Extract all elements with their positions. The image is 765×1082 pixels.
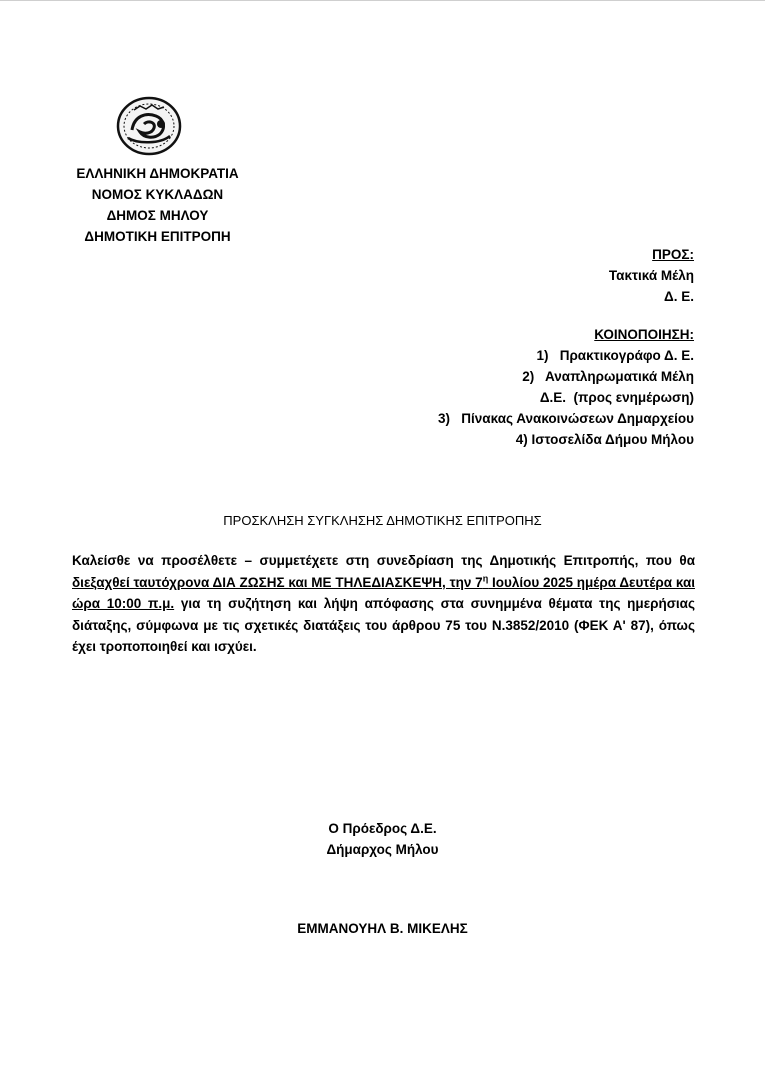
notification-item: 2) Αναπληρωματικά Μέλη — [522, 369, 694, 384]
signature-role: Ο Πρόεδρος Δ.Ε. — [328, 821, 437, 836]
notification-item: Δ.Ε. (προς ενημέρωση) — [539, 390, 694, 405]
body-meeting-mode: διεξαχθεί ταυτόχρονα ΔΙΑ ΖΩΣΗΣ και ΜΕ ΤΗΛΕΔΙΑΣΚΕΨΗ, την 7 — [72, 574, 483, 590]
header-line-country: ΕΛΛΗΝΙΚΗ ΔΗΜΟΚΡΑΤΙΑ — [76, 166, 239, 181]
signature-block — [0, 818, 765, 860]
notification-item: 1) Πρακτικογράφο Δ. Ε. — [536, 348, 694, 363]
header-line-prefecture: ΝΟΜΟΣ ΚΥΚΛΑΔΩΝ — [91, 187, 224, 202]
recipients-heading: ΠΡΟΣ: — [652, 247, 694, 262]
header-line-committee: ΔΗΜΟΤΙΚΗ ΕΠΙΤΡΟΠΗ — [84, 229, 231, 244]
body-meeting-date-time: Ιουλίου 2025 ημέρα Δευτέρα και ώρα 10:00 π.μ. — [72, 574, 695, 611]
body-text-purpose: για τη συζήτηση και λήψη απόφασης στα συνημμένα θέματα της ημερήσιας διάταξης, σύμφωνα με τις σχετικές διατάξεις του άρθρου 75 του Ν.3852/2010 (ΦΕΚ Α' 87), όπως έχει τροποποιηθεί και ισχύει. — [72, 596, 695, 654]
body-text-intro: Καλείσθε να προσέλθετε – συμμετέχετε στη συνεδρίαση της Δημοτικής Επιτροπής, που θα — [72, 553, 695, 568]
signatory-name: ΕΜΜΑΝΟΥΗΛ Β. ΜΙΚΕΛΗΣ — [297, 921, 468, 936]
notification-item: 4) Ιστοσελίδα Δήμου Μήλου — [515, 432, 694, 447]
recipients-block — [609, 244, 694, 307]
header-line-municipality: ΔΗΜΟΣ ΜΗΛΟΥ — [106, 208, 209, 223]
issuer-header — [55, 163, 260, 247]
invitation-body — [72, 550, 695, 658]
municipality-seal-icon — [114, 94, 184, 158]
document-title: ΠΡΟΣΚΛΗΣΗ ΣΥΓΚΛΗΣΗΣ ΔΗΜΟΤΙΚΗΣ ΕΠΙΤΡΟΠΗΣ — [223, 513, 542, 528]
page-top-border — [0, 0, 765, 1]
notification-block — [438, 324, 694, 450]
notification-heading: ΚΟΙΝΟΠΟΙΗΣΗ: — [594, 327, 694, 342]
ordinal-superscript: η — [482, 573, 489, 583]
signature-title: Δήμαρχος Μήλου — [326, 842, 439, 857]
recipients-line: Δ. Ε. — [664, 289, 694, 304]
recipients-line: Τακτικά Μέλη — [608, 268, 694, 283]
notification-item: 3) Πίνακας Ανακοινώσεων Δημαρχείου — [438, 411, 694, 426]
